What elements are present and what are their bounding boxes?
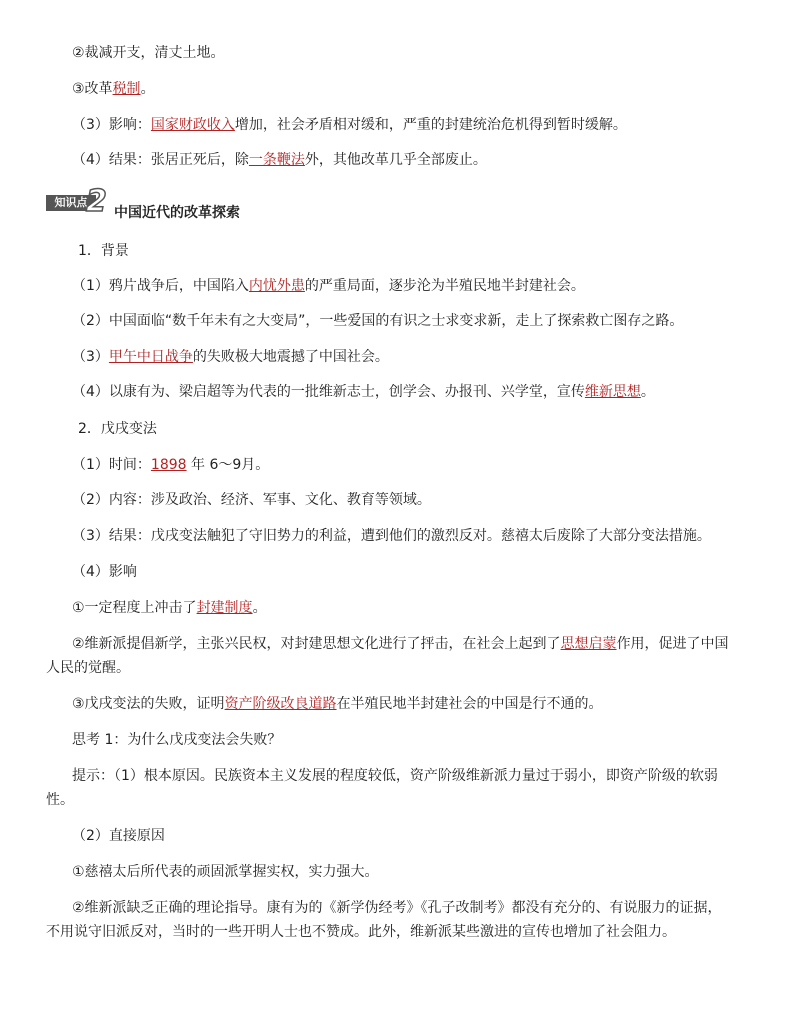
text-line: 人民的觉醒。 [46,660,130,676]
text-line: ①慈禧太后所代表的顽固派掌握实权，实力强大。 [72,864,379,880]
line-text: 年 6～9月。 [186,457,270,473]
line-text: 。 [640,384,655,400]
text-line: 性。 [46,792,74,808]
line-text: ③改革 [72,81,113,97]
text-line: 不用说守旧派反对，当时的一些开明人士也不赞成。此外，维新派某些激进的宣传也增加了社会阻力。 [46,924,676,940]
line-text: （3） [72,349,109,365]
line-text: （4）以康有为、梁启超等为代表的一批维新志士，创学会、办报刊、兴学堂，宣传 [72,384,585,400]
text-line: ②维新派缺乏正确的理论指导。康有为的《新学伪经考》《孔子改制考》都没有充分的、有说服力的证据， [72,900,722,916]
line-text: 的严重局面，逐步沦为半殖民地半封建社会。 [304,278,585,294]
line-text: （4）结果：张居正死后，除 [72,152,249,168]
question-title: 思考 1：为什么戊戌变法会失败？ [72,732,282,748]
line-text: （1）鸦片战争后，中国陷入 [72,278,249,294]
knowledge-point-badge [46,184,114,219]
text-line [72,276,585,296]
text-line [72,634,729,654]
line-text: 的失败极大地震撼了中国社会。 [192,349,389,365]
text-line [72,382,655,402]
answer-blank: 思想启蒙 [560,636,617,652]
line-text: 在半殖民地半封建社会的中国是行不通的。 [336,696,603,712]
text-line: （2）内容：涉及政治、经济、军事、文化、教育等领域。 [72,492,431,508]
badge-number: 2 [86,184,107,219]
line-text: 。 [140,81,155,97]
text-line [72,598,267,618]
line-text: ②维新派提倡新学，主张兴民权，对封建思想文化进行了抨击，在社会上起到了 [72,636,561,652]
answer-blank: 封建制度 [196,600,253,616]
text-line [72,455,269,475]
section-title: 中国近代的改革探索 [114,205,240,221]
answer-blank: 维新思想 [584,384,641,400]
answer-blank: 内忧外患 [248,278,305,294]
heading: 1．背景 [78,243,129,259]
text-line [72,79,155,99]
text-line: 提示：（1）根本原因。民族资本主义发展的程度较低，资产阶级维新派力量过于弱小，即资产阶级的软弱 [72,768,718,784]
text-line [72,150,487,170]
answer-blank: 甲午中日战争 [108,349,193,365]
text-line [72,115,627,135]
line-text: ①一定程度上冲击了 [72,600,197,616]
line-text: （1）时间： [72,457,151,473]
line-text: ③戊戌变法的失败，证明 [72,696,225,712]
answer-blank: 税制 [112,81,141,97]
text-line: （3）结果：戊戌变法触犯了守旧势力的利益，遭到他们的激烈反对。慈禧太后废除了大部分变法措施。 [72,528,711,544]
text-line: ②裁减开支，清丈土地。 [72,45,225,61]
answer-blank: 国家财政收入 [150,117,235,133]
text-line [72,347,389,367]
line-text: 。 [252,600,267,616]
line-text: 作用，促进了中国 [616,636,729,652]
answer-blank: 一条鞭法 [248,152,305,168]
badge-label: 知识点 [46,195,96,211]
text-line: （4）影响 [72,564,137,580]
line-text: （3）影响： [72,117,151,133]
text-line: （2）直接原因 [72,828,165,844]
answer-blank: 1898 [150,457,187,473]
text-line [72,694,603,714]
answer-blank: 资产阶级改良道路 [224,696,337,712]
line-text: 外，其他改革几乎全部废止。 [304,152,487,168]
text-line: （2）中国面临“数千年未有之大变局”，一些爱国的有识之士求变求新，走上了探索救亡图存之路。 [72,313,684,329]
heading: 2．戊戌变法 [78,421,157,437]
line-text: 增加，社会矛盾相对缓和，严重的封建统治危机得到暂时缓解。 [234,117,627,133]
